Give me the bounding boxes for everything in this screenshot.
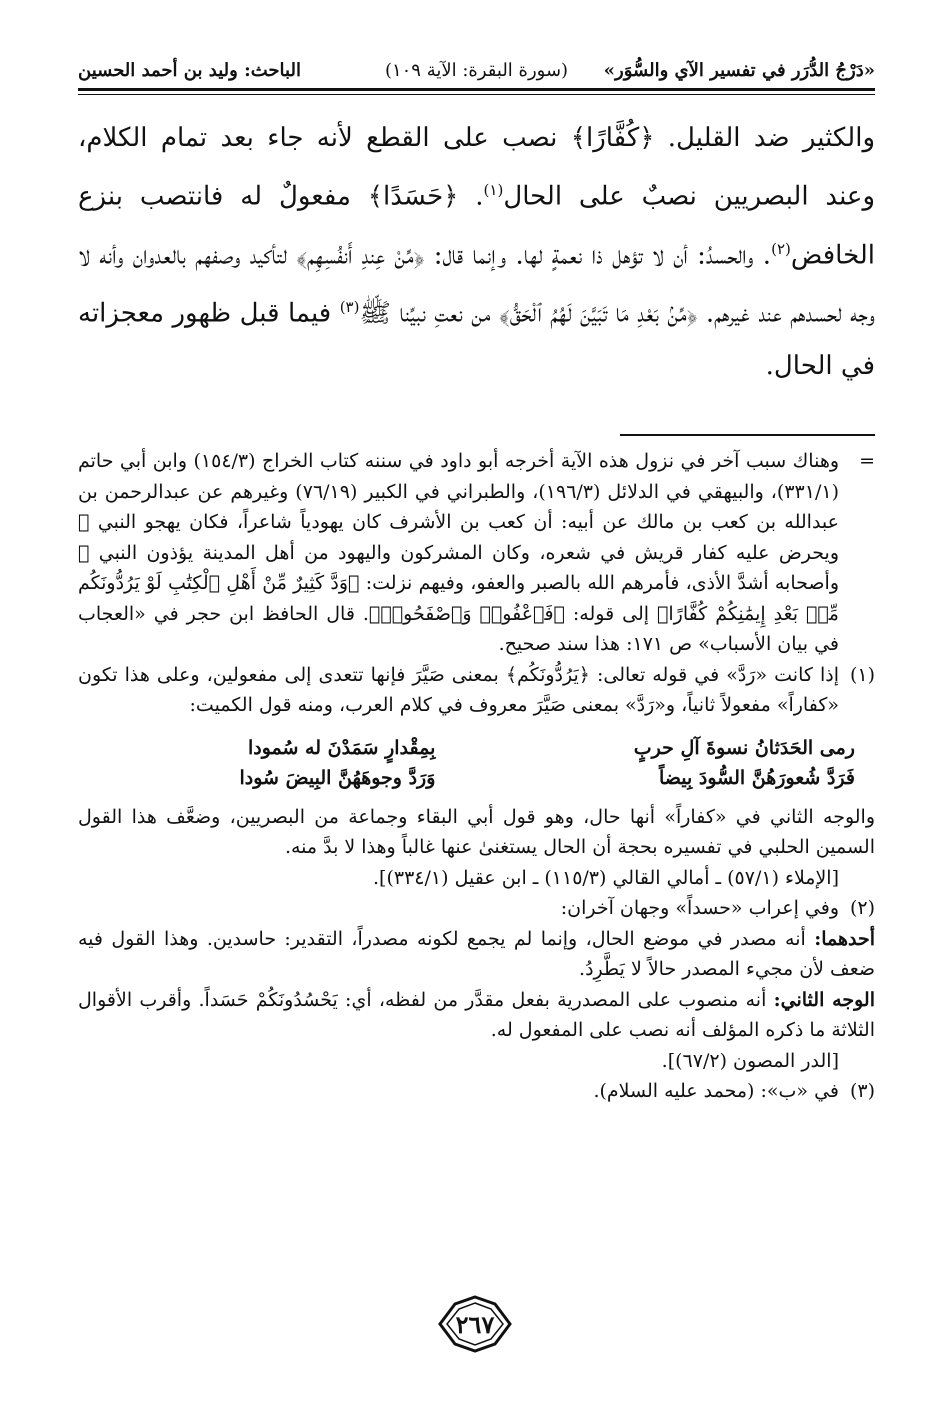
poem-hemistich: بِمِقْدارٍ سَمَدْنَ له سُمودا [247,736,436,759]
header-rule-thick [78,88,875,91]
poem-hemistich: رمى الحَدَثانُ نسوةَ آلِ حربٍ [633,736,855,759]
poem-verse [78,733,875,764]
continuation-marker: = [859,450,875,472]
page-number: ٢٦٧ [455,1310,495,1339]
header-rule-thin [78,94,875,95]
footnote-text: والوجه الثاني في «كفاراً» أنها حال، وهو قول أبي البقاء وجماعة من البصريين، وضعَّف هذا القول السمين الحلبي في تفسيره بحجة أن الحال يستغنىٰ عنها غالباً وهذا لا بدَّ منه. [78,805,875,858]
footnote-text [78,924,875,985]
poem [78,733,875,794]
page-number-ornament [437,1294,513,1354]
footnote-source: [الإملاء (٥٧/١) ـ أمالي القالي (١١٥/٣) ـ ابن عقيل (٣٣٤/١)]. [373,866,839,889]
label: الوجه الثاني: [773,988,875,1011]
poem-hemistich: فَرَدَّ شُعورَهُنَّ السُّودَ بِيضاً [658,767,855,789]
footnote-text: وهناك سبب آخر في نزول هذه الآية أخرجه أبو داود في سننه كتاب الخراج (١٥٤/٣) وابن أبي حاتم (٣٣١/١)، والبيهقي في الدلائل (١٩٦/٣)، والطبراني في الكبير (٧٦/١٩) وغيرهم عن عبدالرحمن بن عبدالله بن كعب بن مالك عن أبيه: أن كعب بن الأشرف كان يهودياً شاعراً، فكان يهجو النبي ﷺ ويحرض عليه كفار قريش في شعره، وكان المشركون واليهود من أهل المدينة يؤذون النبي ﷺ وأصحابه أشدَّ الأذى، فأمرهم الله بالصبر والعفو، وفيهم نزلت: ﴿وَدَّ كَثِيرٌ مِّنْ أَهْلِ ٱلْكِتَٰبِ لَوْ يَرُدُّونَكُم مِّنۢ بَعْدِ إِيمَٰنِكُمْ كُفَّارًا﴾ إلى قوله: ﴿فَٱعْفُوا۟ وَٱصْفَحُوا۟﴾. قال الحافظ ابن حجر في «العجاب في بيان الأسباب» ص ١٧١: هذا سند صحيح. [78,450,840,655]
footnote-2 [78,893,875,924]
footnote-text: إذا كانت «رَدَّ» في قوله تعالى: ﴿يَرُدُّونَكُم﴾ بمعنى صَيَّرَ فإنها تتعدى إلى مفعولين، وعلى هذا تكون «كفاراً» مفعولاً ثانياً، و«رَدَّ» بمعنى صَيَّرَ معروف في كلام العرب، ومنه قول الكميت: [78,663,839,716]
footnote-text [78,985,875,1046]
footnote-text: في «ب»: (محمد عليه السلام). [593,1080,839,1102]
poem-verse [78,763,875,794]
footnote-ref-3[interactable]: (٣) [339,298,360,317]
main-text-part: والكثير ضد القليل. ﴿كُفَّارًا﴾ نصب على القطع لأنه جاء بعد تمام الكلام، وعند البصريين نصبٌ على الحال [78,123,875,212]
author-name: الباحث: وليد بن أحمد الحسين [78,60,301,81]
main-text [78,112,875,392]
footnote-number: (٣) [849,1080,875,1102]
footnote-1 [78,660,875,721]
main-text-part: . ﴿حَسَدًا﴾ مفعولٌ له فانتصب بنزع الخافض [78,181,875,271]
poem-hemistich: وَرَدَّ وجوهَهُنَّ البِيضَ سُودا [239,767,436,789]
footnote-source: [الدر المصون (٦٧/٢)]. [661,1049,839,1072]
text: أنه منصوب على المصدرية بفعل مقدَّر من لفظه، أي: يَحْسُدُونَكُمْ حَسَداً. وأقرب الأقوال الثلاثة ما ذكره المؤلف أنه نصب على المفعول له. [78,988,875,1041]
main-text-part: . والحسدُ: أن لا تؤهل ذا نعمةٍ لها. وإنما قال: ﴿مِّنْ عِندِ أَنفُسِهِم﴾ لتأكيد وصفهم بالعدوان وأنه لا وجه لحسدهم عند غيرهم. ﴿مِّنۢ بَعْدِ مَا تَبَيَّنَ لَهُمُ ٱلْحَقُّ﴾ من نعتِ نبيِّنا ﷺ [78,240,875,329]
surah-reference: (سورة البقرة: الآية ١٠٩) [384,60,569,81]
main-text-part: فيما قبل ظهور معجزاته في الحال. [78,298,875,381]
text: أنه مصدر في موضع الحال، وإنما لم يجمع لكونه مصدراً، التقدير: حاسدين. وهذا القول فيه ضعف لأن مجيء المصدر حالاً لا يَطَّرِدُ. [78,927,875,980]
footnote-separator [620,434,875,436]
footnote-number: (١) [849,663,875,686]
footnote-number: (٢) [849,897,875,919]
label: أحدهما: [814,927,875,950]
footnote-text: وفي إعراب «حسداً» وجهان آخران: [560,897,839,919]
footnote-ref-1[interactable]: (١) [483,181,504,199]
book-title: «دَرْجُ الدُّرَر في تفسير الآي والسُّوَر» [603,60,875,81]
footnote-ref-2[interactable]: (٢) [771,239,791,258]
running-header [78,56,875,88]
footnote-continuation [78,446,875,660]
footnote-3 [78,1076,875,1107]
footnotes [78,446,875,1107]
